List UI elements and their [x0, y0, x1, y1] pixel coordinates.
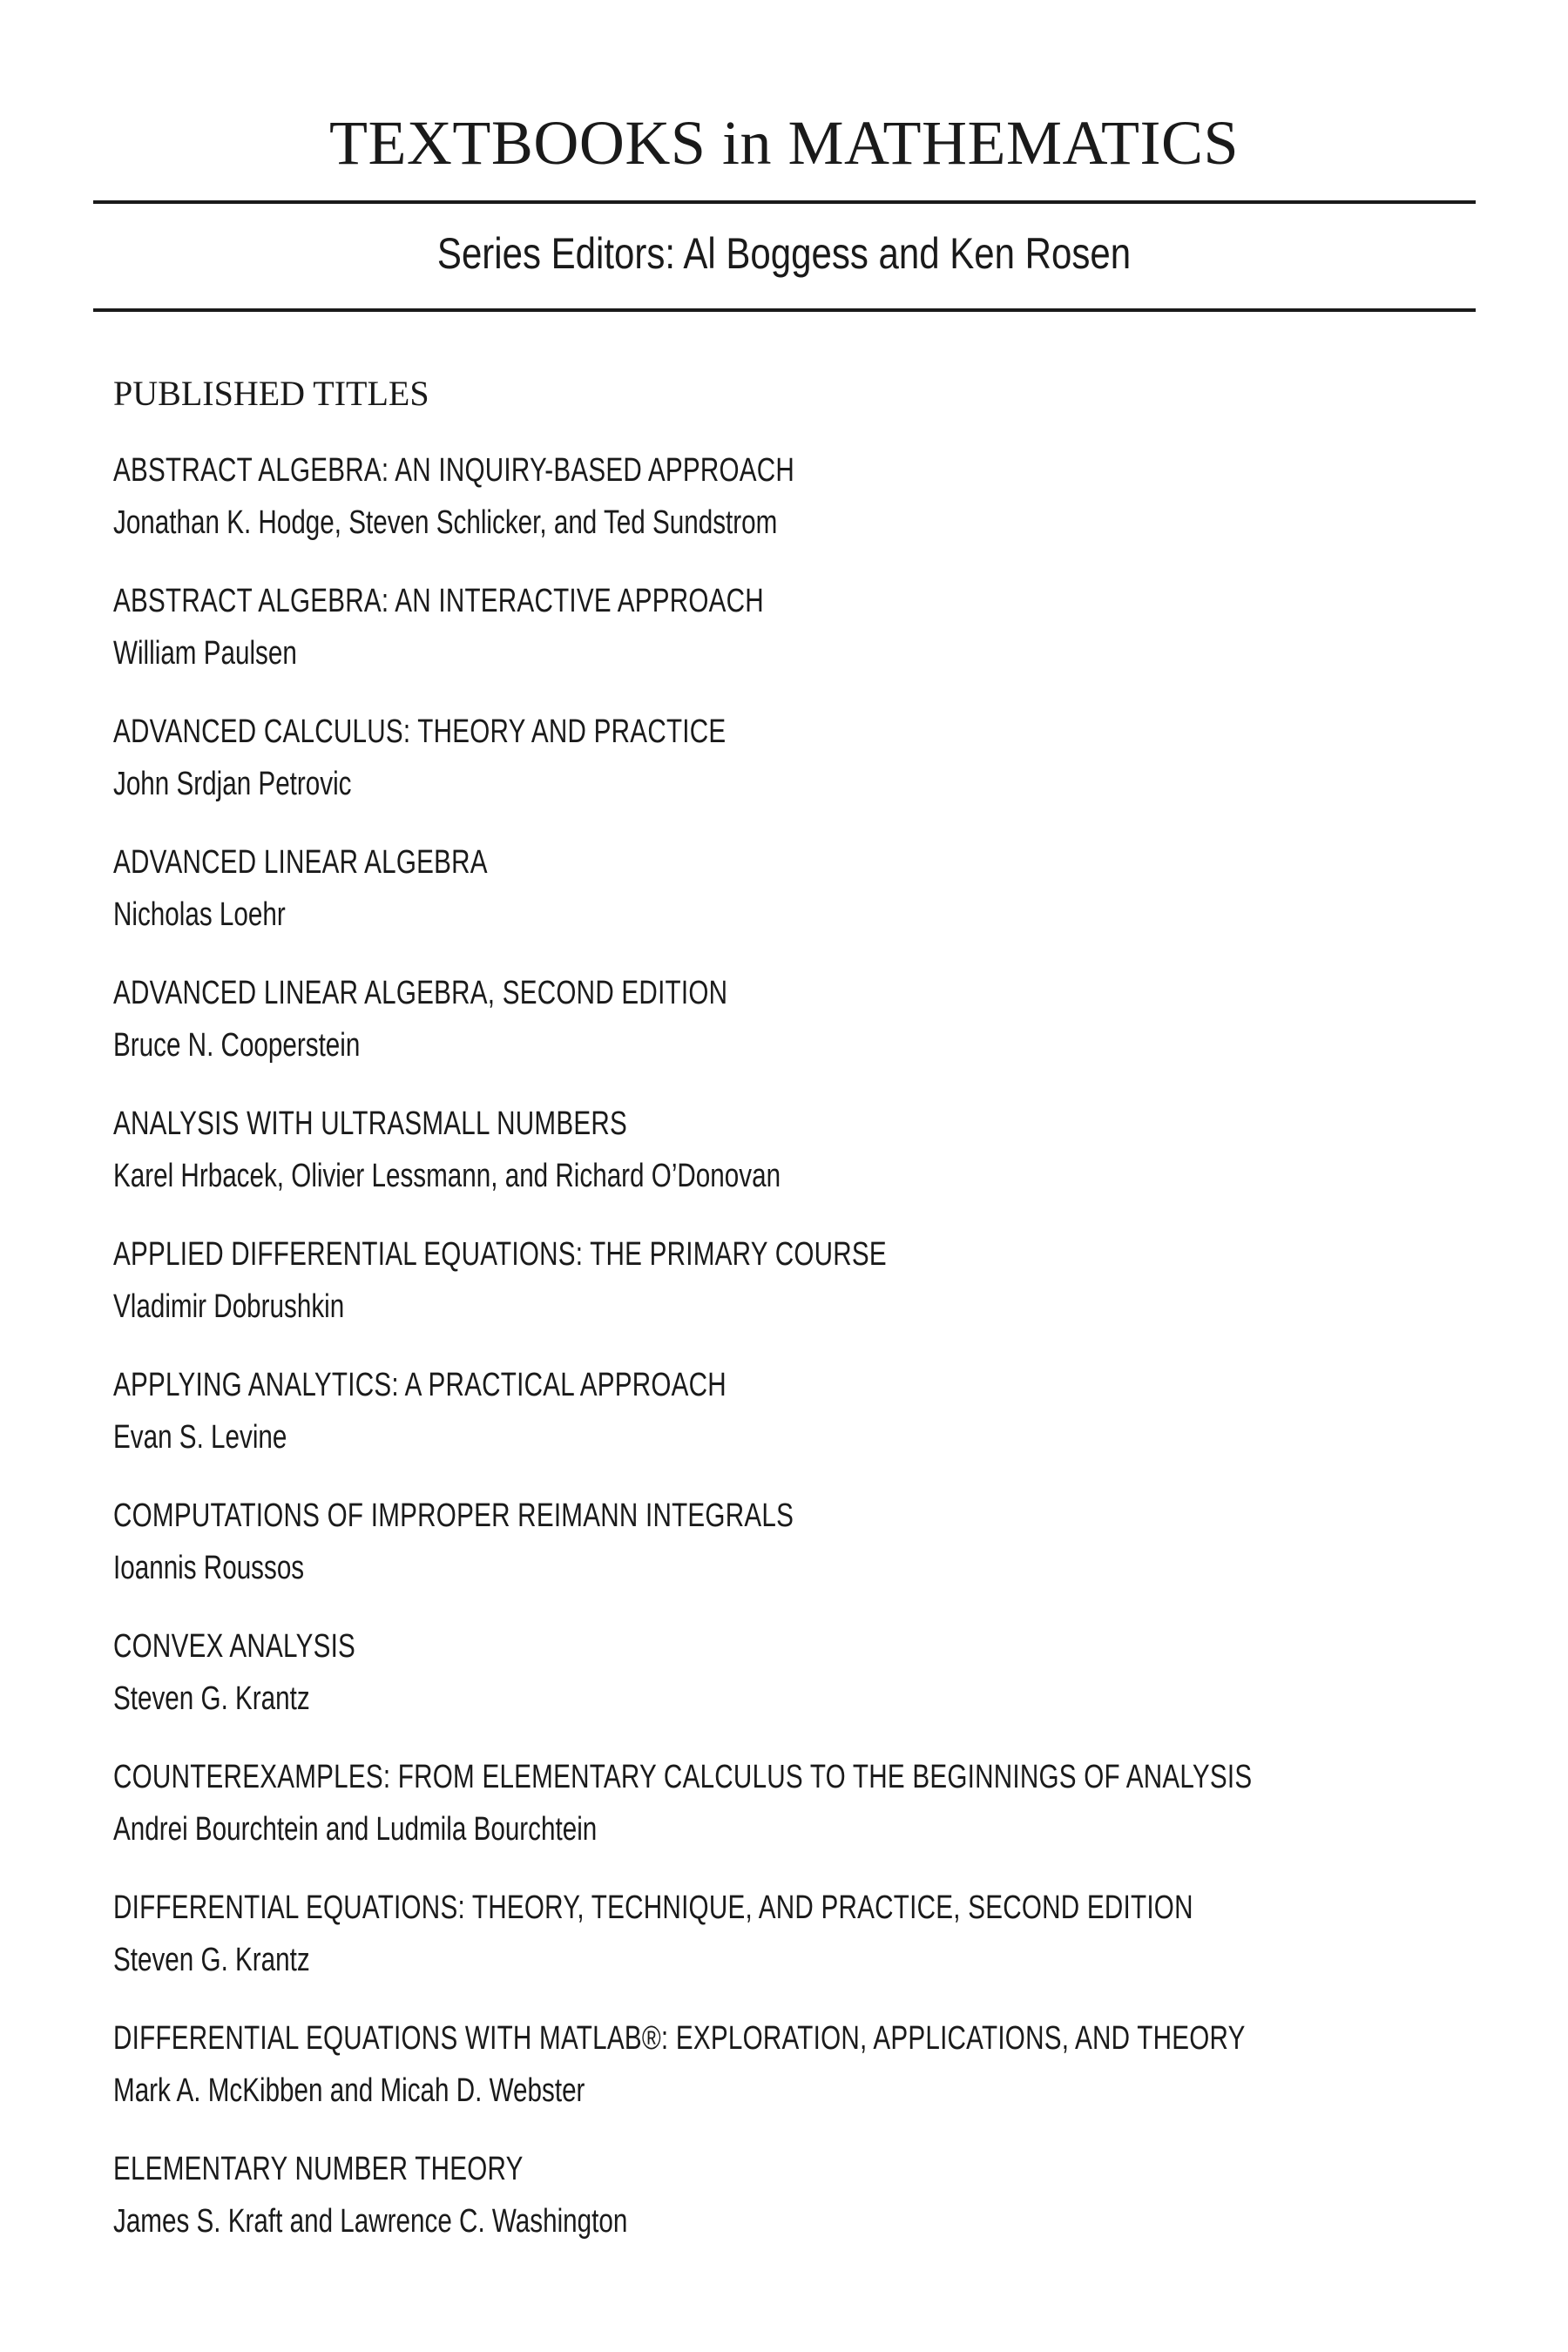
title-entry [113, 2012, 1455, 2143]
book-authors: Nicholas Loehr [113, 896, 286, 933]
title-entry [113, 1228, 1455, 1359]
title-entry [113, 1098, 1455, 1228]
title-entry [113, 706, 1455, 836]
book-title: ABSTRACT ALGEBRA: AN INQUIRY-BASED APPROACH [113, 452, 795, 489]
title-entry [113, 444, 1455, 575]
book-title: ADVANCED CALCULUS: THEORY AND PRACTICE [113, 713, 727, 750]
top-divider [93, 200, 1476, 204]
book-authors: Karel Hrbacek, Olivier Lessmann, and Richard O’Donovan [113, 1158, 781, 1194]
book-authors: John Srdjan Petrovic [113, 766, 352, 802]
book-authors: Vladimir Dobrushkin [113, 1288, 345, 1325]
book-authors: Ioannis Roussos [113, 1550, 305, 1586]
book-title: ELEMENTARY NUMBER THEORY [113, 2151, 524, 2187]
title-entry [113, 1882, 1455, 2012]
book-title: APPLYING ANALYTICS: A PRACTICAL APPROACH [113, 1367, 727, 1403]
title-entry [113, 2143, 1455, 2274]
book-title: ABSTRACT ALGEBRA: AN INTERACTIVE APPROACH [113, 583, 764, 619]
title-entry [113, 967, 1455, 1098]
book-title: DIFFERENTIAL EQUATIONS: THEORY, TECHNIQUE, AND PRACTICE, SECOND EDITION [113, 1889, 1193, 1926]
book-title: COMPUTATIONS OF IMPROPER REIMANN INTEGRALS [113, 1497, 794, 1534]
book-title: ADVANCED LINEAR ALGEBRA, SECOND EDITION [113, 975, 728, 1011]
book-authors: Andrei Bourchtein and Ludmila Bourchtein [113, 1811, 598, 1848]
book-authors: Mark A. McKibben and Micah D. Webster [113, 2072, 585, 2109]
book-authors: William Paulsen [113, 635, 297, 672]
book-title: APPLIED DIFFERENTIAL EQUATIONS: THE PRIMARY COURSE [113, 1236, 887, 1273]
book-title: ADVANCED LINEAR ALGEBRA [113, 844, 488, 881]
book-title: CONVEX ANALYSIS [113, 1628, 356, 1665]
bottom-divider [93, 308, 1476, 312]
book-authors: Steven G. Krantz [113, 1942, 310, 1978]
book-title: ANALYSIS WITH ULTRASMALL NUMBERS [113, 1105, 627, 1142]
title-entry [113, 1620, 1455, 1751]
book-authors: Evan S. Levine [113, 1419, 287, 1456]
published-titles-heading: PUBLISHED TITLES [113, 374, 429, 413]
book-title: COUNTEREXAMPLES: FROM ELEMENTARY CALCULUS TO THE BEGINNINGS OF ANALYSIS [113, 1759, 1253, 1795]
title-entry [113, 1359, 1455, 1490]
title-entry [113, 836, 1455, 967]
book-authors: Steven G. Krantz [113, 1680, 310, 1717]
title-entry [113, 1751, 1455, 1882]
title-entry [113, 575, 1455, 706]
title-entry [113, 1490, 1455, 1620]
book-authors: Jonathan K. Hodge, Steven Schlicker, and Ted Sundstrom [113, 504, 778, 541]
book-authors: Bruce N. Cooperstein [113, 1027, 361, 1064]
published-titles-list [113, 444, 1455, 2274]
book-authors: James S. Kraft and Lawrence C. Washington [113, 2203, 628, 2240]
series-editors: Series Editors: Al Boggess and Ken Rosen [436, 229, 1132, 278]
book-title: DIFFERENTIAL EQUATIONS WITH MATLAB®: EXPLORATION, APPLICATIONS, AND THEORY [113, 2020, 1246, 2057]
series-title: TEXTBOOKS in MATHEMATICS [328, 108, 1240, 178]
